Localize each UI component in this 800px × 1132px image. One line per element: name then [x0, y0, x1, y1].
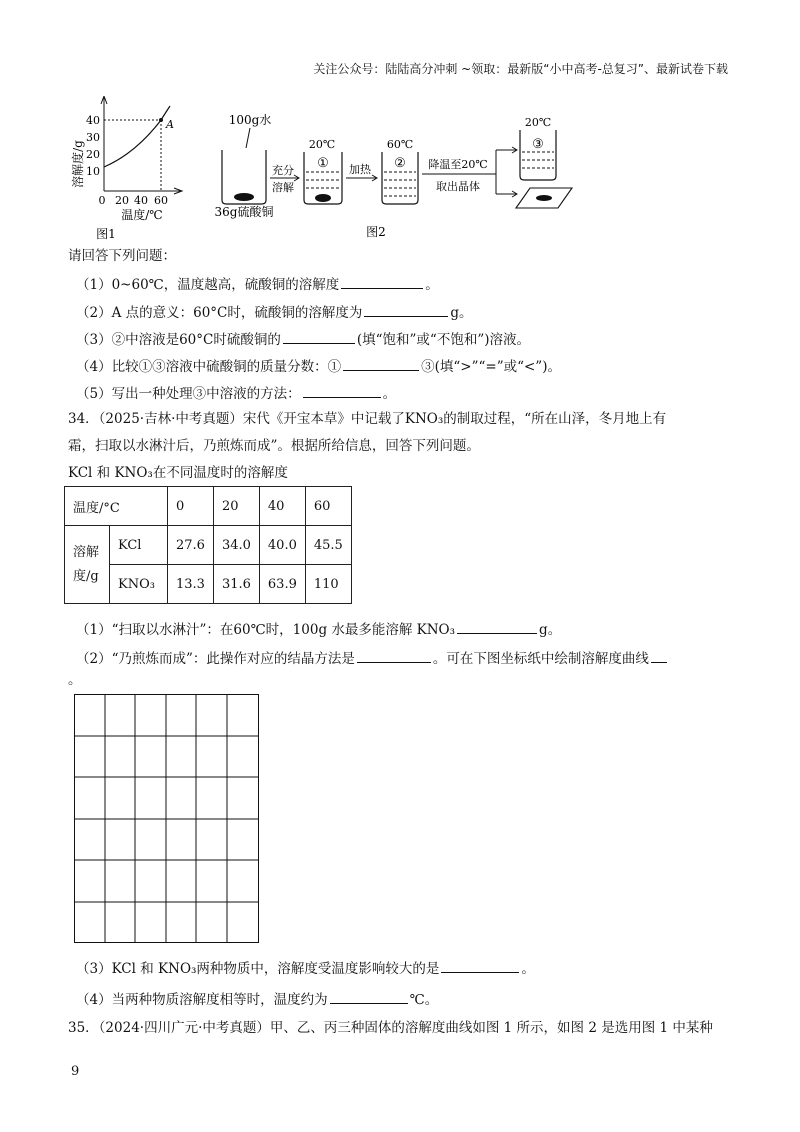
figure-1-solubility-graph — [66, 96, 186, 246]
q33-part3-end: (填“饱和”或“不饱和”)溶液。 — [356, 332, 530, 348]
table-header-cell: 0 — [168, 487, 214, 526]
answer-blank[interactable] — [457, 619, 537, 634]
answer-blank[interactable] — [441, 958, 519, 973]
table-cell: 40.0 — [259, 526, 305, 565]
q33-intro: 请回答下列问题： — [68, 248, 176, 264]
q34-part3 — [76, 957, 535, 977]
q34-part1 — [76, 618, 561, 638]
q34-part2-text-2: 。可在下图坐标纸中绘制溶解度曲线 — [432, 651, 649, 667]
q34-part1-text: （1）“扫取以水淋汁”：在60℃时，100g 水最多能溶解 KNO₃ — [76, 622, 456, 638]
table-row — [65, 526, 352, 565]
table-header-cell: 40 — [259, 487, 305, 526]
q34-part2 — [76, 647, 669, 667]
table-header-cell: 温度/°C — [65, 487, 168, 526]
fig1-ytick: 30 — [86, 131, 100, 144]
fig1-ytick: 20 — [86, 148, 100, 161]
beaker-2-number: ② — [394, 156, 406, 171]
answer-blank[interactable] — [364, 302, 448, 317]
fig2-temp3: 20℃ — [524, 116, 552, 129]
beaker-initial — [222, 150, 266, 204]
beaker-1-number: ① — [317, 156, 329, 171]
fig2-heat-label: 加热 — [349, 163, 371, 176]
answer-blank[interactable] — [343, 356, 419, 371]
q33-part5 — [76, 382, 396, 402]
q33-part2-text: （2）A 点的意义：60°C时，硫酸铜的溶解度为 — [76, 305, 363, 321]
fig1-xtick: 0 — [98, 194, 106, 207]
table-cell: 31.6 — [213, 565, 259, 604]
figure-2-experiment-diagram — [200, 108, 580, 243]
table-cell: 45.5 — [305, 526, 351, 565]
fig1-ytick: 40 — [86, 114, 100, 127]
q34-part4-end: ℃。 — [409, 992, 439, 1008]
fig1-xtick: 60 — [154, 194, 168, 207]
fig2-temp2: 60℃ — [386, 138, 414, 151]
fig2-cool-label: 降温至20℃ — [428, 158, 488, 171]
q34-part1-end: g。 — [539, 622, 562, 638]
table-row — [65, 487, 352, 526]
q34-part2-text: （2）“乃煎炼而成”：此操作对应的结晶方法是 — [76, 651, 355, 667]
q33-part1-text: （1）0~60℃，温度越高，硫酸铜的溶解度 — [76, 277, 340, 293]
fig1-ytick: 10 — [86, 165, 100, 178]
fig2-step1-label: 溶解 — [272, 181, 294, 194]
answer-blank[interactable] — [330, 989, 408, 1004]
graph-paper-grid[interactable] — [74, 694, 260, 944]
answer-blank[interactable] — [303, 383, 381, 398]
table-header-cell: 20 — [213, 487, 259, 526]
fig1-caption: 图1 — [96, 227, 116, 241]
fig2-step1-label: 充分 — [272, 164, 294, 177]
fig1-ylabel: 溶解度/g — [71, 140, 85, 188]
q35-stem: 35．（2024·四川广元·中考真题）甲、乙、丙三种固体的溶解度曲线如图 1 所示，如图 2 是选用图 1 中某种 — [68, 1020, 713, 1036]
table-header-cell: 60 — [305, 487, 351, 526]
beaker-3-number: ③ — [532, 137, 544, 152]
fig1-xlabel: 温度/℃ — [121, 208, 163, 222]
q33-part2 — [76, 301, 473, 321]
crystal-plate — [516, 188, 572, 208]
page-header: 关注公众号：陆陆高分冲刺 ~领取：最新版“小中高考-总复习”、最新试卷下载 — [313, 62, 728, 76]
q33-part3 — [76, 328, 530, 348]
table-cell: 63.9 — [259, 565, 305, 604]
q33-part4-end: ③(填“>”“=”或“<”)。 — [421, 359, 561, 375]
answer-blank[interactable] — [651, 648, 667, 663]
fig1-xtick: 20 — [115, 194, 129, 207]
table-row-header: 溶解度/g — [65, 526, 110, 604]
q34-part4 — [76, 988, 438, 1008]
q33-part1 — [76, 273, 439, 293]
answer-blank[interactable] — [283, 329, 355, 344]
fig1-point-label: A — [166, 118, 174, 131]
q33-part1-end: 。 — [425, 277, 439, 293]
fig2-take-label: 取出晶体 — [436, 180, 480, 193]
table-cell: 34.0 — [213, 526, 259, 565]
table-cell: 110 — [305, 565, 351, 604]
q34-part4-text: （4）当两种物质溶解度相等时，温度约为 — [76, 992, 328, 1008]
solubility-table — [64, 486, 352, 604]
q34-part3-text: （3）KCl 和 KNO₃两种物质中，溶解度受温度影响较大的是 — [76, 961, 440, 977]
q33-part4-text: （4）比较①③溶液中硫酸铜的质量分数：① — [76, 359, 342, 375]
q33-part3-text: （3）②中溶液是60°C时硫酸铜的 — [76, 332, 281, 348]
answer-blank[interactable] — [341, 274, 423, 289]
page-number: 9 — [71, 1064, 80, 1079]
fig2-temp1: 20℃ — [308, 138, 336, 151]
q34-stem-line2: 霜，扫取以水淋汁后，乃煎炼而成”。根据所给信息，回答下列问题。 — [68, 438, 480, 454]
q33-part4 — [76, 355, 561, 375]
q34-part2-end: 。 — [68, 672, 82, 688]
q33-part5-end: 。 — [382, 386, 397, 402]
fig1-xtick: 40 — [134, 194, 148, 207]
fig2-caption: 图2 — [366, 225, 386, 239]
fig2-solid-label: 36g硫酸铜 — [214, 205, 274, 219]
table-cell: 13.3 — [168, 565, 214, 604]
q33-part5-text: （5）写出一种处理③中溶液的方法： — [76, 386, 301, 402]
table-cell: 27.6 — [168, 526, 214, 565]
q34-part3-end: 。 — [521, 961, 535, 977]
q34-table-title: KCl 和 KNO₃在不同温度时的溶解度 — [68, 465, 288, 481]
fig2-water-label: 100g水 — [228, 113, 272, 127]
table-cell: KNO₃ — [110, 565, 168, 604]
table-cell: KCl — [110, 526, 168, 565]
q33-part2-end: g。 — [450, 305, 473, 321]
q34-stem-line1: 34．（2025·吉林·中考真题）宋代《开宝本草》中记载了KNO₃的制取过程，“所在山泽，冬月地上有 — [68, 411, 667, 427]
answer-blank[interactable] — [357, 648, 431, 663]
